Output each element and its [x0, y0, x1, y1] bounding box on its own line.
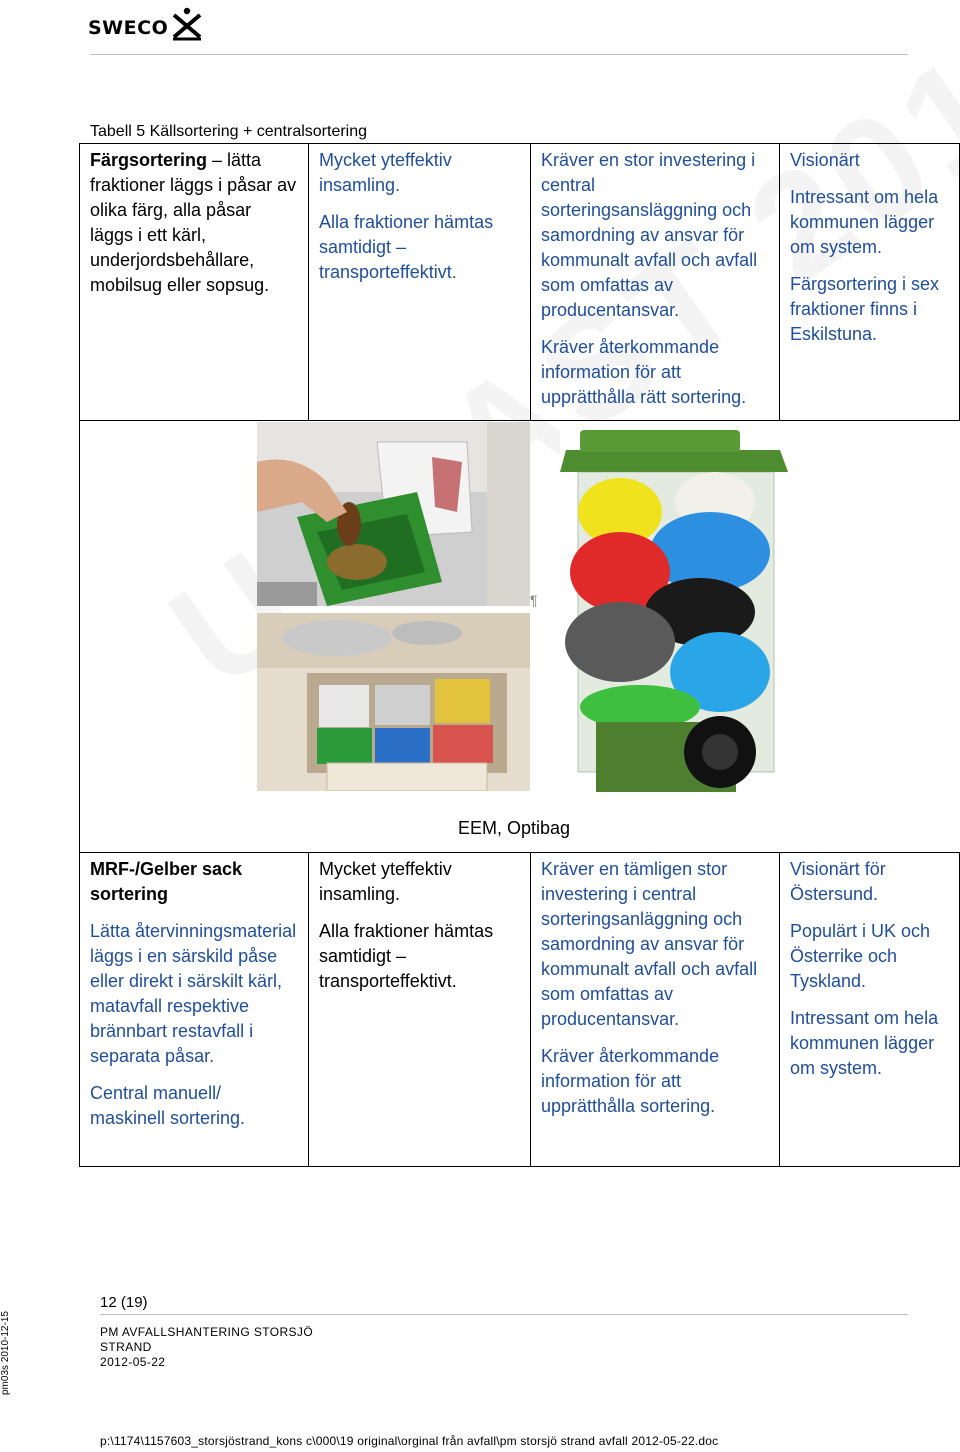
advantage-2: Alla fraktioner hämtas samtidigt – transporteffektivt.: [319, 921, 494, 991]
footer-date: 2012-05-22: [100, 1355, 166, 1369]
comment-2: Intressant om hela kommunen lägger om system.: [790, 187, 939, 257]
sweco-logo: [88, 6, 204, 42]
photo-drawer-sorting: [257, 613, 530, 791]
method-title: MRF-/Gelber sack sortering: [90, 859, 243, 904]
footer-title-line2: STRAND: [100, 1340, 152, 1354]
cell-method: [80, 853, 309, 1167]
table-caption: Tabell 5 Källsortering + centralsortering: [90, 123, 368, 140]
file-path: p:\1174\1157603_storsjöstrand_kons c\000\19 original\orginal från avfall\pm storsjö strand avfall 2012-05-22.doc: [100, 1434, 719, 1448]
comment-1: Visionärt: [790, 150, 860, 170]
sweco-mark-icon: [170, 6, 204, 42]
disadvantage-1: Kräver en stor investering i central sorteringsansläggning och samordning av ansvar för kommunalt avfall och avfall som omfattas av producentansvar.: [541, 150, 758, 320]
method-title: Färgsortering: [90, 150, 208, 170]
logo-text: SWECO: [88, 17, 169, 39]
photo-kitchen-bin: [257, 422, 530, 606]
pilcrow-mark: ¶: [530, 592, 538, 608]
comment-3: Intressant om hela kommunen lägger om system.: [790, 1008, 939, 1078]
method-note: Central manuell/ maskinell sortering.: [90, 1083, 246, 1128]
comment-1: Visionärt för Östersund.: [790, 859, 886, 904]
cell-comments: [780, 853, 960, 1167]
photo-green-bin-colored-bags: [560, 422, 788, 798]
footer-title-line1: PM AVFALLSHANTERING STORSJÖ: [100, 1325, 314, 1339]
cell-disadvantages: [531, 853, 780, 1167]
method-description: Lätta återvinningsmaterial läggs i en särskild påse eller direkt i särskilt kärl, matavfall respektive brännbart restavfall i separata påsar.: [90, 921, 297, 1066]
header-divider: [90, 54, 908, 55]
cell-advantages: [309, 853, 531, 1167]
comment-2: Populärt i UK och Österrike och Tyskland.: [790, 921, 931, 991]
cell-disadvantages: [531, 144, 780, 421]
footer-title: [100, 1325, 313, 1370]
advantage-1: Mycket yteffektiv insamling.: [319, 150, 452, 195]
image-caption: EEM, Optibag: [458, 818, 571, 838]
disadvantage-2: Kräver återkommande information för att upprätthålla rätt sortering.: [541, 337, 747, 407]
method-description: – lätta fraktioner läggs i påsar av olika färg, alla påsar läggs i ett kärl, underjordsbehållare, mobilsug eller sopsug.: [90, 150, 297, 295]
template-code: pm03s 2010-12-15: [0, 1311, 11, 1395]
sorting-table-row-color: [79, 143, 960, 421]
disadvantage-1: Kräver en tämligen stor investering i central sorteringsanläggning och samordning av ansvar för kommunalt avfall och avfall som omfattas av producentansvar.: [541, 859, 758, 1029]
page-number: 12 (19): [100, 1294, 148, 1311]
cell-comments: [780, 144, 960, 421]
advantage-2: Alla fraktioner hämtas samtidigt – transporteffektivt.: [319, 212, 494, 282]
comment-3: Färgsortering i sex fraktioner finns i Eskilstuna.: [790, 274, 940, 344]
disadvantage-2: Kräver återkommande information för att upprätthålla sortering.: [541, 1046, 720, 1116]
sorting-table-row-mrf: [79, 852, 960, 1167]
advantage-1: Mycket yteffektiv insamling.: [319, 859, 452, 904]
footer-divider: [100, 1314, 908, 1315]
cell-method: [80, 144, 309, 421]
cell-advantages: [309, 144, 531, 421]
